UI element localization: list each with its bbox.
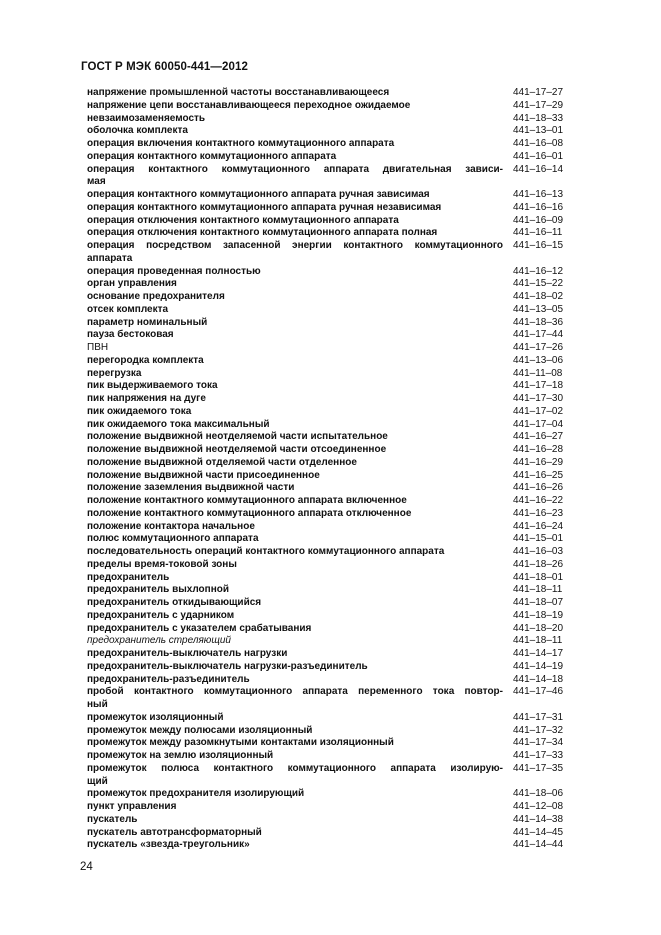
index-term-text: операция контактного коммутационного аппарата [87,150,337,162]
index-term-text: пускатель «звезда-треугольник» [87,839,250,851]
index-code: 441–16–15 [513,240,564,251]
index-entry [87,329,573,342]
index-term-text: положение контактного коммутационного аппарата отключенное [87,507,412,519]
index-term-text: промежуток между разомкнутыми контактами изоляционный [87,737,394,749]
index-term-text: ПВН [87,342,109,353]
index-term-text: пауза бестоковая [87,329,174,341]
index-term [87,355,503,368]
index-entry [87,470,573,483]
index-entry [87,686,573,712]
index-term [87,712,503,725]
index-term-text: положение выдвижной части присоединенное [87,469,320,481]
index-term [87,635,503,648]
index-entry [87,444,573,457]
index-term [87,763,503,789]
index-code: 441–16–27 [513,431,564,443]
index-term [87,266,503,279]
index-entry [87,393,573,406]
index-entry [87,164,573,190]
index-entry [87,788,573,801]
index-code: 441–18–26 [513,558,564,570]
index-term [87,431,503,444]
index-term [87,533,503,546]
index-entry [87,674,573,687]
index-term [87,814,503,827]
index-term [87,406,503,419]
index-code: 441–16–13 [513,189,564,200]
index-entry [87,291,573,304]
index-code: 441–16–28 [513,444,564,455]
index-term [87,457,503,470]
index-term [87,584,503,597]
index-term [87,788,503,801]
index-term-text: пик ожидаемого тока максимальный [87,418,270,430]
index-code: 441–17–29 [513,99,564,111]
index-code: 441–18–02 [513,291,564,302]
index-code: 441–18–20 [513,622,564,634]
index-code: 441–16–23 [513,507,564,519]
index-term-text: промежуток на землю изоляционный [87,750,274,761]
index-term [87,113,503,126]
index-term-text: невзаимозаменяемость [87,112,206,124]
index-term [87,648,503,661]
index-code: 441–13–01 [513,125,564,137]
index-term-text: положение выдвижной неотделяемой части отсоединенное [87,444,387,455]
index-entry [87,712,573,725]
index-code: 441–13–06 [513,354,564,366]
index-code: 441–16–12 [513,265,564,277]
index-code: 441–17–04 [513,418,564,430]
index-entry [87,227,573,240]
index-term-continuation: аппарата [87,252,133,264]
index-term [87,189,503,202]
index-term-text: основание предохранителя [87,291,225,302]
index-code: 441–17–33 [513,750,564,761]
index-entry [87,533,573,546]
index-term-text: предохранитель выхлопной [87,584,229,596]
index-entry [87,304,573,317]
index-code: 441–16–14 [513,163,564,175]
index-term-text: операция контактного коммутационного аппарата двигательная зависи- [87,163,503,175]
index-code: 441–18–01 [513,571,564,583]
index-code: 441–18–33 [513,112,564,124]
index-code: 441–18–11 [513,635,563,647]
index-term-text: полюс коммутационного аппарата [87,533,259,545]
index-term [87,304,503,317]
index-term-text: операция проведенная полностью [87,265,261,277]
index-term [87,839,503,852]
index-entry [87,508,573,521]
index-code: 441–17–35 [513,762,564,774]
index-term [87,597,503,610]
index-code: 441–16–24 [513,520,564,532]
index-term-text: промежуток полюса контактного коммутационного аппарата изолирую- [87,762,503,774]
index-entry [87,482,573,495]
index-entry [87,801,573,814]
index-code: 441–16–22 [513,495,564,506]
index-code: 441–17–32 [513,724,564,736]
index-term [87,801,503,814]
index-term [87,661,503,674]
index-term-text: предохранитель с указателем срабатывания [87,622,312,634]
index-entry [87,189,573,202]
index-term [87,380,503,393]
index-term [87,240,503,266]
index-entry [87,406,573,419]
index-entry [87,380,573,393]
index-entry [87,572,573,585]
index-term [87,419,503,432]
index-term [87,125,503,138]
index-term [87,559,503,572]
index-term-text: операция включения контактного коммутационного аппарата [87,138,395,149]
index-term-text: операция отключения контактного коммутационного аппарата [87,214,399,226]
index-entry [87,763,573,789]
index-term-continuation: мая [87,176,106,188]
index-term-text: положение контактного коммутационного аппарата включенное [87,495,407,506]
index-term-text: пускатель автотрансформаторный [87,826,262,838]
index-term [87,164,503,190]
index-entry [87,125,573,138]
index-code: 441–16–08 [513,138,564,149]
index-term [87,674,503,687]
index-term [87,495,503,508]
index-code: 441–17–02 [513,405,564,417]
index-code: 441–18–07 [513,597,564,608]
index-code: 441–18–06 [513,788,564,800]
index-code: 441–17–27 [513,87,564,98]
index-term [87,482,503,495]
index-entry [87,521,573,534]
index-term-text: оболочка комплекта [87,125,188,137]
index-code: 441–17–30 [513,393,564,404]
index-code: 441–14–38 [513,813,564,825]
index-term [87,725,503,738]
index-entry [87,138,573,151]
index-term-text: перегрузка [87,367,142,379]
index-term [87,827,503,840]
index-term-text: предохранитель-разъединитель [87,673,250,685]
index-code: 441–14–44 [513,839,564,851]
index-entry [87,584,573,597]
index-entry [87,151,573,164]
index-entry [87,100,573,113]
index-term-text: предохранитель-выключатель нагрузки-разъединитель [87,660,368,672]
index-term [87,470,503,483]
index-code: 441–11–08 [513,367,563,379]
index-entry [87,623,573,636]
index-term-text: напряжение цепи восстанавливающееся переходное ожидаемое [87,99,411,111]
index-code: 441–15–22 [513,278,564,290]
index-code: 441–17–34 [513,737,564,749]
index-entry [87,317,573,330]
index-code: 441–13–05 [513,303,564,315]
index-term-text: перегородка комплекта [87,354,204,366]
index-term [87,508,503,521]
index-term-text: напряжение промышленной частоты восстанавливающееся [87,87,390,98]
index-term-text: предохранитель откидывающийся [87,597,262,608]
index-code: 441–16–03 [513,546,564,557]
index-term-text: положение контактора начальное [87,520,255,532]
index-term-continuation: ный [87,699,108,710]
index-code: 441–15–01 [513,533,564,545]
index-entry [87,431,573,444]
index-entry [87,737,573,750]
index-code: 441–14–18 [513,673,564,685]
index-term [87,572,503,585]
index-term-text: положение выдвижной отделяемой части отделенное [87,456,357,468]
index-term [87,87,503,100]
index-entry [87,597,573,610]
index-code: 441–17–26 [513,342,564,353]
index-entry [87,355,573,368]
index-code: 441–17–31 [513,711,564,723]
index-term-text: пункт управления [87,801,177,812]
page-number: 24 [80,861,93,873]
index-code: 441–16–25 [513,469,564,481]
index-code: 441–17–18 [513,380,564,392]
index-code: 441–18–19 [513,609,564,621]
index-term-text: предохранитель с ударником [87,609,235,621]
index-term [87,342,503,355]
index-entry [87,457,573,470]
index-code: 441–16–11 [513,227,563,239]
document-header: ГОСТ Р МЭК 60050-441—2012 [81,61,248,73]
index-term-text: операция посредством запасенной энергии контактного коммутационного [87,240,503,251]
index-term [87,393,503,406]
index-term-text: предохранитель стреляющий [87,635,231,647]
index-entry [87,240,573,266]
index-entry [87,750,573,763]
index-term-text: операция отключения контактного коммутационного аппарата полная [87,227,438,239]
index-code: 441–16–09 [513,214,564,226]
index-entry [87,814,573,827]
index-code: 441–14–19 [513,660,564,672]
index-term [87,329,503,342]
index-term-text: пик напряжения на дуге [87,393,206,404]
index-entry [87,839,573,852]
index-code: 441–18–36 [513,316,564,328]
index-term-text: предохранитель [87,571,170,583]
index-entry [87,648,573,661]
index-term [87,227,503,240]
index-entry [87,661,573,674]
index-entry [87,113,573,126]
index-term [87,623,503,636]
index-code: 441–16–01 [513,150,564,162]
index-code: 441–17–44 [513,329,564,341]
index-entry [87,610,573,623]
index-entry [87,635,573,648]
index-term-text: промежуток между полюсами изоляционный [87,724,313,736]
index-code: 441–17–46 [513,686,564,698]
index-term [87,610,503,623]
index-term-text: операция контактного коммутационного аппарата ручная зависимая [87,189,430,200]
index-entry [87,495,573,508]
index-term-continuation: щий [87,775,108,787]
index-term-text: операция контактного коммутационного аппарата ручная независимая [87,201,442,213]
index-code: 441–16–16 [513,201,564,213]
index-term-text: положение выдвижной неотделяемой части испытательное [87,431,388,443]
index-term [87,750,503,763]
index-term [87,138,503,151]
index-term [87,291,503,304]
index-entry [87,559,573,572]
index-entry [87,419,573,432]
index-entry [87,266,573,279]
index-term [87,151,503,164]
index-term [87,100,503,113]
index-code: 441–16–29 [513,456,564,468]
index-entry [87,215,573,228]
index-term-text: промежуток предохранителя изолирующий [87,788,305,800]
index-term-text: промежуток изоляционный [87,711,224,723]
index-term-text: отсек комплекта [87,303,169,315]
index-term-text: пробой контактного коммутационного аппарата переменного тока повтор- [87,686,503,698]
index-term-text: пределы время-токовой зоны [87,558,237,570]
index-entry [87,827,573,840]
index-entry [87,546,573,559]
index-term-text: положение заземления выдвижной части [87,482,295,494]
index-term [87,686,503,712]
index-entry [87,342,573,355]
index-term [87,368,503,381]
index-entry [87,278,573,291]
index-term [87,317,503,330]
term-index-list [87,87,573,852]
index-term [87,215,503,228]
index-code: 441–14–45 [513,826,564,838]
index-term [87,444,503,457]
index-entry [87,725,573,738]
index-code: 441–18–11 [513,584,563,596]
index-code: 441–16–26 [513,482,564,494]
index-term-text: пик ожидаемого тока [87,405,192,417]
index-code: 441–14–17 [513,648,564,659]
index-entry [87,87,573,100]
index-entry [87,202,573,215]
index-term [87,737,503,750]
index-term-text: пускатель [87,813,138,825]
index-term-text: предохранитель-выключатель нагрузки [87,648,288,659]
index-term-text: орган управления [87,278,177,290]
index-term-text: последовательность операций контактного коммутационного аппарата [87,546,445,557]
index-code: 441–12–08 [513,801,564,812]
index-term-text: пик выдерживаемого тока [87,380,218,392]
index-term-text: параметр номинальный [87,316,208,328]
index-entry [87,368,573,381]
index-term [87,202,503,215]
index-term [87,546,503,559]
index-term [87,521,503,534]
index-term [87,278,503,291]
